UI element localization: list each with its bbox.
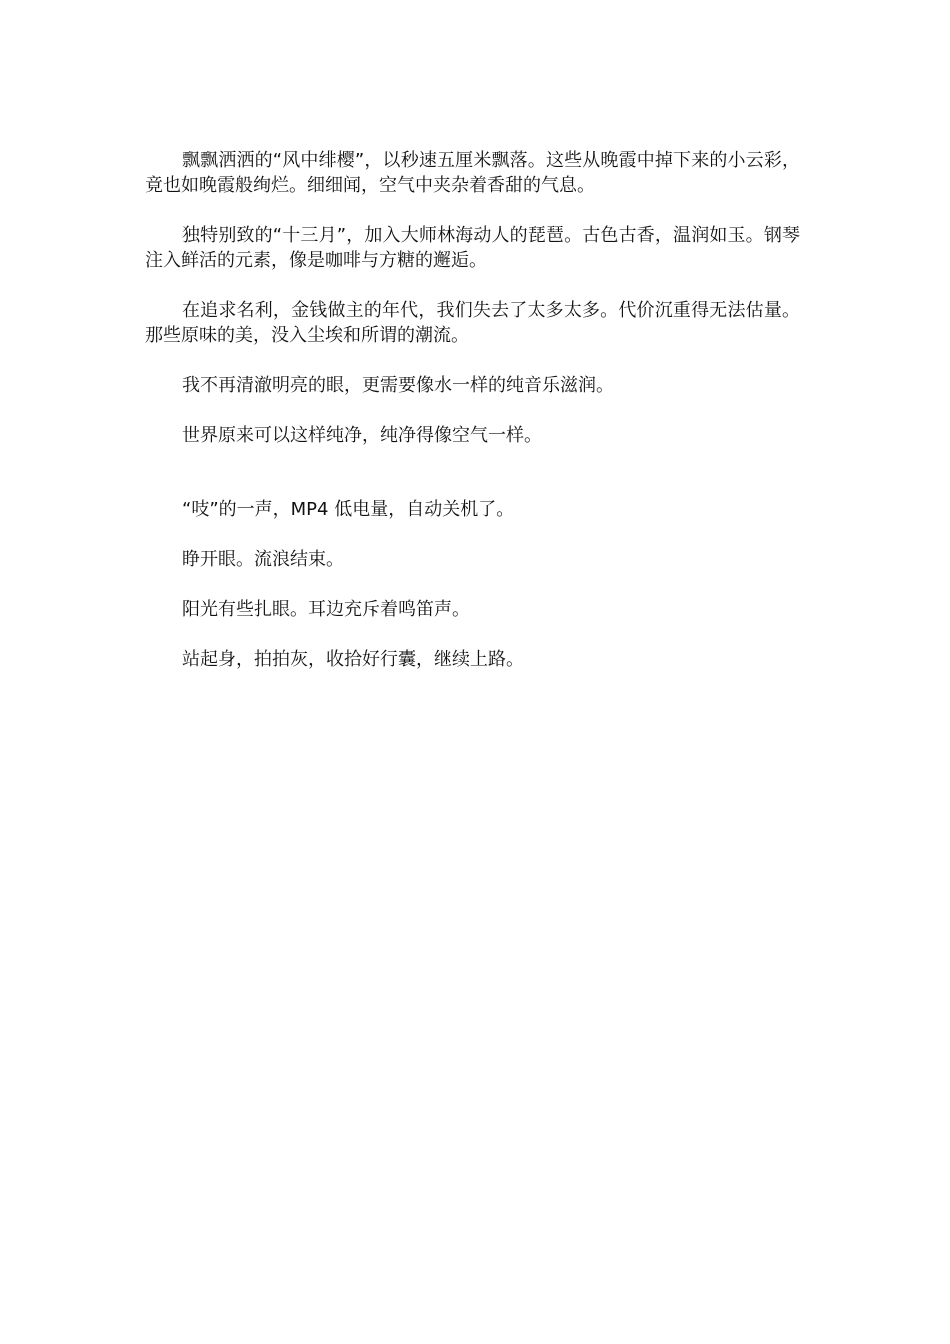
paragraph: 飘飘洒洒的“风中绯樱”，以秒速五厘米飘落。这些从晚霞中掉下来的小云彩，竟也如晚霞般绚烂。细细闻，空气中夹杂着香甜的气息。 [145, 150, 800, 196]
paragraph: 独特别致的“十三月”，加入大师林海动人的琵琶。古色古香，温润如玉。钢琴注入鲜活的元素，像是咖啡与方糖的邂逅。 [145, 225, 800, 271]
paragraph: 站起身，拍拍灰，收拾好行囊，继续上路。 [182, 649, 524, 670]
paragraph: 阳光有些扎眼。耳边充斥着鸣笛声。 [182, 599, 470, 620]
paragraph: 在追求名利，金钱做主的年代，我们失去了太多太多。代价沉重得无法估量。那些原味的美，没入尘埃和所谓的潮流。 [145, 300, 800, 346]
paragraph: 世界原来可以这样纯净，纯净得像空气一样。 [182, 425, 542, 446]
paragraph: “吱”的一声，MP4 低电量，自动关机了。 [182, 499, 515, 520]
document-body [145, 148, 800, 697]
paragraph: 睁开眼。流浪结束。 [182, 549, 344, 570]
paragraph: 我不再清澈明亮的眼，更需要像水一样的纯音乐滋润。 [182, 375, 614, 396]
section-gap [145, 473, 800, 497]
